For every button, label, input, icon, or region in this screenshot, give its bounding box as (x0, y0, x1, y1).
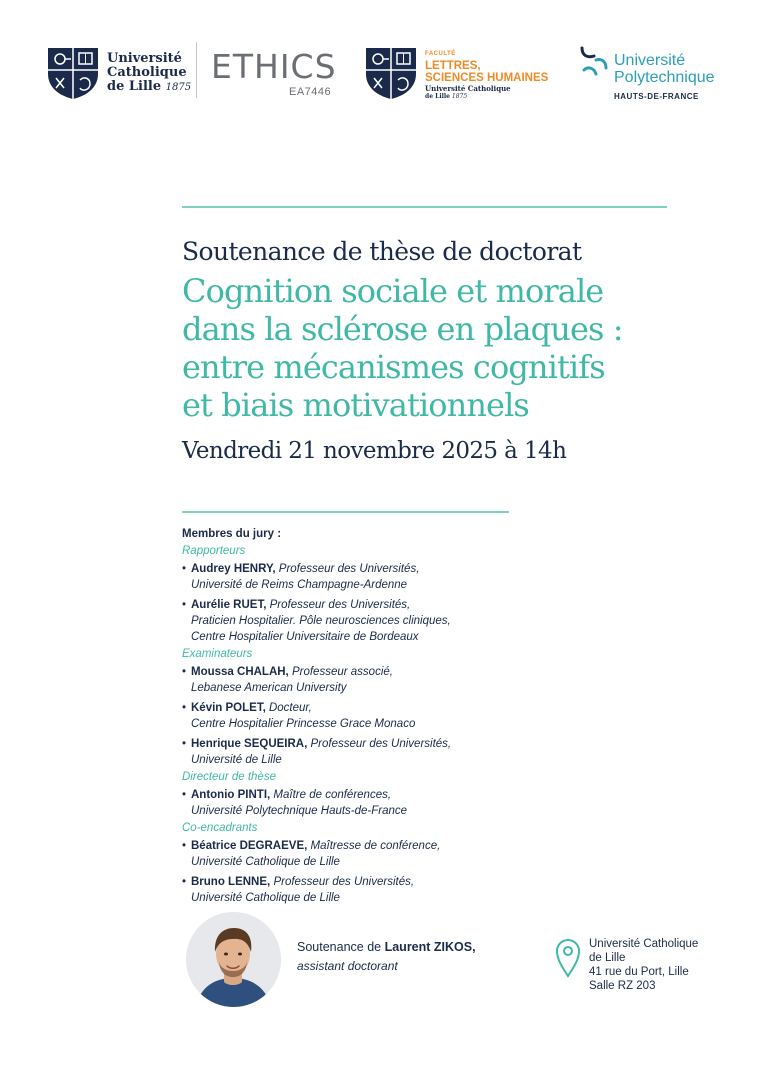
jury-member (182, 597, 652, 645)
member-title: Professeur associé, (291, 666, 393, 678)
member-name: Aurélie RUET, (191, 599, 267, 611)
member-name: Kévin POLET, (191, 702, 266, 714)
jury-title: Membres du jury : (182, 528, 282, 540)
thesis-title-line: entre mécanismes cognitifs (182, 348, 605, 386)
jury-section (182, 526, 652, 906)
jury-role: Rapporteurs (182, 545, 246, 557)
member-affiliation: Université de Lille (191, 754, 282, 766)
member-title: Maître de conférences, (273, 789, 392, 801)
defense-prefix: Soutenance de (297, 940, 382, 954)
ucl-line1: Université (107, 51, 182, 66)
flsh-year: 1875 (451, 93, 468, 100)
flsh-inst1: Université Catholique (425, 84, 511, 93)
top-rule (182, 206, 667, 208)
venue-line: 41 rue du Port, Lille (589, 966, 689, 978)
flsh-line2: SCIENCES HUMAINES (425, 72, 549, 84)
venue-address (589, 937, 698, 993)
flsh-wordmark (425, 48, 548, 100)
uphf-line2: Polytechnique (614, 69, 715, 86)
member-affiliation: Centre Hospitalier Universitaire de Bordeaux (191, 631, 419, 643)
event-kicker: Soutenance de thèse de doctorat (182, 237, 582, 266)
jury-role: Directeur de thèse (182, 771, 276, 783)
flsh-inst2-text: de Lille (425, 93, 450, 100)
map-pin-icon (555, 938, 581, 978)
portrait-illustration (186, 912, 281, 1007)
ucl-line3 (107, 80, 191, 95)
member-title: Maîtresse de conférence, (310, 840, 441, 852)
member-affiliation: Université de Reims Champagne-Ardenne (191, 579, 408, 591)
venue-line: de Lille (589, 952, 626, 964)
jury-member (182, 561, 652, 593)
member-affiliation: Université Polytechnique Hauts-de-France (191, 805, 408, 817)
uphf-line3: HAUTS-DE-FRANCE (614, 92, 699, 101)
venue-line: Salle RZ 203 (589, 980, 656, 992)
member-name: Bruno LENNE, (191, 876, 271, 888)
ucl-year: 1875 (165, 82, 192, 93)
portrait-photo (186, 912, 281, 1007)
ethics-code: EA7446 (289, 86, 332, 98)
defense-info (297, 938, 476, 976)
jury-member (182, 874, 652, 906)
ucl-shield-icon (44, 44, 102, 100)
member-name: Antonio PINTI, (191, 789, 271, 801)
member-affiliation: Praticien Hospitalier. Pôle neurosciences cliniques, (191, 615, 451, 627)
member-name: Henrique SEQUEIRA, (191, 738, 308, 750)
member-title: Docteur, (268, 702, 312, 714)
jury-member (182, 664, 652, 696)
uphf-mark-icon (578, 44, 610, 80)
thesis-title (182, 272, 742, 424)
ethics-logo: ETHICS (211, 47, 337, 86)
member-title: Professeur des Universités, (310, 738, 452, 750)
member-name: Béatrice DEGRAEVE, (191, 840, 308, 852)
jury-role: Co-encadrants (182, 822, 258, 834)
uphf-line1: Université (614, 52, 686, 69)
flsh-inst2 (425, 93, 548, 100)
logo-divider (196, 42, 197, 98)
thesis-title-line: Cognition sociale et morale (182, 272, 604, 310)
thesis-title-line: dans la sclérose en plaques : (182, 310, 623, 348)
jury-member (182, 700, 652, 732)
member-title: Professeur des Universités, (278, 563, 420, 575)
ucl-wordmark (107, 52, 191, 95)
candidate-name: Laurent ZIKOS, (384, 940, 476, 954)
jury-member (182, 787, 652, 819)
member-name: Moussa CHALAH, (191, 666, 289, 678)
middle-rule (182, 511, 509, 513)
jury-member (182, 838, 652, 870)
member-name: Audrey HENRY, (191, 563, 276, 575)
jury-member (182, 736, 652, 768)
logo-row (0, 40, 768, 110)
member-affiliation: Université Catholique de Lille (191, 856, 340, 868)
member-title: Professeur des Universités, (273, 876, 415, 888)
member-affiliation: Centre Hospitalier Princesse Grace Monaco (191, 718, 416, 730)
candidate-role: assistant doctorant (297, 959, 398, 973)
flsh-shield-icon (362, 44, 420, 100)
flsh-label: FACULTÉ (425, 51, 456, 57)
member-title: Professeur des Universités, (269, 599, 411, 611)
jury-role: Examinateurs (182, 648, 253, 660)
flsh-line1: LETTRES, (425, 60, 481, 72)
uphf-wordmark (614, 52, 715, 105)
member-affiliation: Université Catholique de Lille (191, 892, 340, 904)
member-affiliation: Lebanese American University (191, 682, 347, 694)
thesis-title-line: et biais motivationnels (182, 386, 529, 424)
event-date: Vendredi 21 novembre 2025 à 14h (182, 438, 567, 464)
ucl-line2: Catholique (107, 65, 187, 80)
venue-line: Université Catholique (589, 938, 699, 950)
ucl-line3-text: de Lille (107, 79, 162, 94)
